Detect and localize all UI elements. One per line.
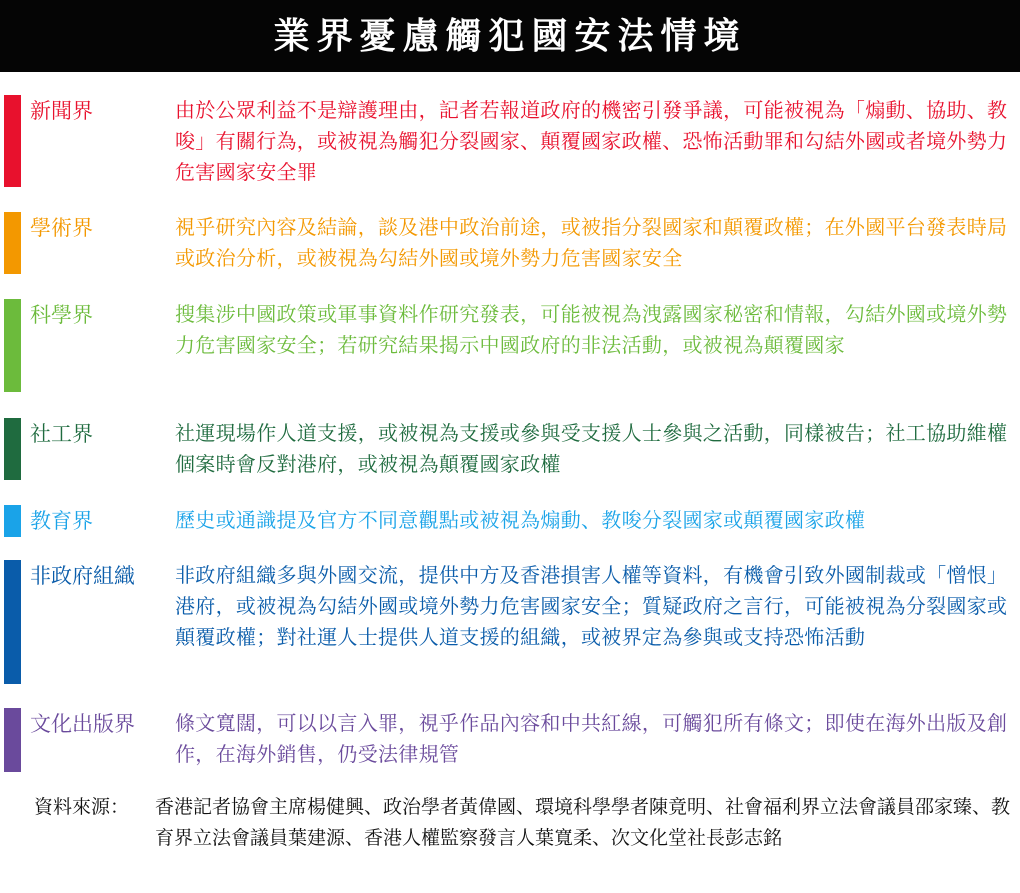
color-marker	[4, 505, 21, 537]
sector-row-news	[0, 95, 1020, 187]
sector-row-social-work	[0, 418, 1020, 480]
page-title: 業界憂慮觸犯國安法情境	[0, 0, 1020, 72]
sector-description: 由於公眾利益不是辯護理由，記者若報道政府的機密引發爭議，可能被視為「煽動、協助、教唆」有關行為，或被視為觸犯分裂國家、顛覆國家政權、恐怖活動罪和勾結外國或者境外勢力危害國家安全罪	[175, 98, 1008, 184]
source-label: 資料來源：	[34, 796, 130, 818]
color-marker	[4, 418, 21, 480]
sector-label: 新聞界	[30, 99, 93, 123]
sector-label: 非政府組織	[30, 564, 135, 588]
sector-row-science	[0, 299, 1020, 392]
color-marker	[4, 299, 21, 392]
sector-description: 搜集涉中國政策或軍事資料作研究發表，可能被視為洩露國家秘密和情報，勾結外國或境外勢力危害國家安全；若研究結果揭示中國政府的非法活動，或被視為顛覆國家	[175, 302, 1008, 357]
sector-label: 社工界	[30, 422, 93, 446]
sector-description: 視乎研究內容及結論，談及港中政治前途，或被指分裂國家和顛覆政權；在外國平台發表時局或政治分析，或被視為勾結外國或境外勢力危害國家安全	[175, 215, 1008, 270]
sector-row-ngo	[0, 560, 1020, 684]
source-text: 香港記者協會主席楊健興、政治學者黃偉國、環境科學學者陳竟明、社會福利界立法會議員邵家臻、教育界立法會議員葉建源、香港人權監察發言人葉寬柔、次文化堂社長彭志銘	[155, 796, 1011, 849]
sector-description: 非政府組織多與外國交流，提供中方及香港損害人權等資料，有機會引致外國制裁或「憎恨」港府，或被視為勾結外國或境外勢力危害國家安全；質疑政府之言行，可能被視為分裂國家或顛覆政權；對社運人士提供人道支援的組織，或被界定為參與或支持恐怖活動	[175, 563, 1008, 649]
sector-label: 文化出版界	[30, 712, 135, 736]
sector-description: 歷史或通識提及官方不同意觀點或被視為煽動、教唆分裂國家或顛覆國家政權	[175, 508, 866, 532]
sector-label: 科學界	[30, 303, 93, 327]
color-marker	[4, 95, 21, 187]
color-marker	[4, 212, 21, 274]
color-marker	[4, 560, 21, 684]
sector-row-academic	[0, 212, 1020, 274]
sector-description: 社運現場作人道支援，或被視為支援或參與受支援人士參與之活動，同樣被告；社工協助維權個案時會反對港府，或被視為顛覆國家政權	[175, 421, 1008, 476]
sector-row-education	[0, 505, 1020, 537]
sector-row-culture-publishing	[0, 708, 1020, 772]
sector-label: 教育界	[30, 509, 93, 533]
sector-description: 條文寬闊，可以以言入罪，視乎作品內容和中共紅線，可觸犯所有條文；即使在海外出版及創作，在海外銷售，仍受法律規管	[175, 711, 1008, 766]
color-marker	[4, 708, 21, 772]
sector-label: 學術界	[30, 216, 93, 240]
